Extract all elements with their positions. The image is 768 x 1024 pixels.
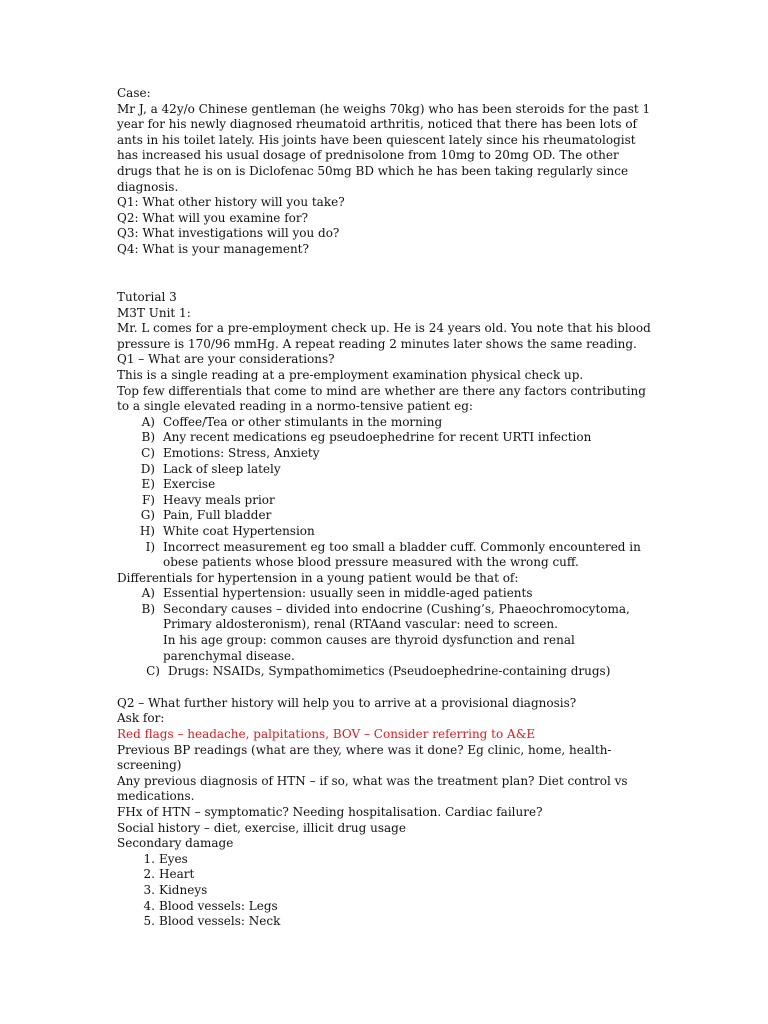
list-text-extra: In his age group: common causes are thyroid dysfunction and renal parenchymal disease. (163, 633, 575, 663)
list-label: G) (140, 508, 155, 523)
ask-for-label: Ask for: (117, 711, 165, 726)
list-label: A) (141, 414, 155, 429)
case-question: Q1: What other history will you take? (117, 195, 345, 210)
list-text: Kidneys (159, 882, 208, 897)
list-text: White coat Hypertension (163, 523, 315, 538)
red-flags-text: Red flags – headache, palpitations, BOV – Consider referring to A&E (117, 727, 536, 742)
list-item (117, 852, 657, 868)
list-label: B) (141, 601, 155, 616)
list-label: 2. (143, 867, 155, 882)
list-text: Incorrect measurement eg too small a bladder cuff. Commonly encountered in obese patients whose blood pressure measured with the wrong cuff. (163, 539, 641, 570)
scenario-text: Mr. L comes for a pre-employment check up. He is 24 years old. You note that his blood pressure is 170/96 mmHg. A repeat reading 2 minutes later shows the same reading. (117, 321, 651, 351)
list-item (117, 477, 657, 493)
list-item (117, 899, 657, 915)
case-description: Mr J, a 42y/o Chinese gentleman (he weighs 70kg) who has been steroids for the past 1 year for his newly diagnosed rheumatoid arthritis, noticed that there has been lots of ants in his toilet lately. His joints have been quiescent lately since his rheumatologist has increased his usual dosage of prednisolone from 10mg to 20mg OD. The other drugs that he is on is Diclofenac 50mg BD which he has been taking regularly since diagnosis. (117, 101, 651, 194)
q1-heading: Q1 – What are your considerations? (117, 352, 335, 367)
case-question: Q3: What investigations will you do? (117, 226, 340, 241)
list-item (117, 914, 657, 930)
list-item (117, 508, 657, 524)
list-item (117, 524, 657, 540)
history-point: Previous BP readings (what are they, where was it done? Eg clinic, home, health-screening) (117, 742, 612, 773)
list-item (117, 586, 657, 602)
list-item (117, 430, 657, 446)
list-label: I) (145, 539, 155, 554)
list-text: Essential hypertension: usually seen in middle-aged patients (163, 586, 533, 601)
list-label: E) (141, 477, 155, 492)
list-text: Coffee/Tea or other stimulants in the morning (163, 414, 443, 429)
list-text: Emotions: Stress, Anxiety (163, 445, 320, 460)
case-heading: Case: (117, 86, 151, 100)
history-point: Social history – diet, exercise, illicit drug usage (117, 820, 406, 835)
differentials-intro: Differentials for hypertension in a young patient would be that of: (117, 570, 519, 585)
list-item (117, 415, 657, 431)
tutorial-title: Tutorial 3 (117, 290, 177, 304)
history-point: FHx of HTN – symptomatic? Needing hospitalisation. Cardiac failure? (117, 805, 543, 819)
list-label: 3. (143, 882, 155, 897)
list-label: D) (140, 461, 155, 476)
factors-intro: Top few differentials that come to mind are whether are there any factors contributing to a single elevated reading in a normo-tensive patient eg: (117, 383, 646, 414)
list-text: Exercise (163, 477, 216, 492)
q1-intro: This is a single reading at a pre-employment examination physical check up. (117, 367, 584, 382)
list-label: C) (141, 445, 155, 460)
list-text: Blood vessels: Neck (159, 914, 281, 929)
tutorial-section (117, 290, 657, 930)
list-text: Blood vessels: Legs (159, 898, 278, 913)
list-item (117, 462, 657, 478)
list-item (117, 493, 657, 509)
list-item (117, 883, 657, 899)
list-item (117, 602, 657, 664)
list-label: 1. (143, 851, 155, 866)
list-text: Eyes (159, 851, 188, 866)
list-label: F) (141, 492, 155, 507)
list-text: Heavy meals prior (163, 492, 275, 507)
list-text: Pain, Full bladder (163, 508, 272, 523)
list-label: 5. (143, 914, 155, 929)
list-label: H) (139, 523, 155, 538)
unit-title: M3T Unit 1: (117, 305, 191, 320)
q2-heading: Q2 – What further history will help you to arrive at a provisional diagnosis? (117, 695, 577, 710)
list-label: 4. (143, 898, 155, 913)
list-label: B) (141, 430, 155, 445)
list-text: Heart (159, 867, 195, 882)
list-item (117, 446, 657, 462)
history-point: Any previous diagnosis of HTN – if so, what was the treatment plan? Diet control vs medications. (117, 773, 628, 804)
case-question: Q4: What is your management? (117, 241, 309, 256)
case-section (117, 86, 657, 258)
case-question: Q2: What will you examine for? (117, 210, 309, 225)
list-label: C) (146, 664, 160, 679)
list-text: Lack of sleep lately (163, 461, 281, 476)
list-text: Any recent medications eg pseudoephedrine for recent URTI infection (163, 430, 592, 445)
list-item (117, 664, 657, 680)
list-text: Secondary causes – divided into endocrine (Cushing’s, Phaeochromocytoma, Primary aldosteronism), renal (RTAand vascular: need to screen. (163, 601, 630, 632)
secondary-damage-heading: Secondary damage (117, 836, 234, 851)
list-label: A) (141, 586, 155, 601)
spacer (117, 680, 657, 696)
list-item (117, 540, 657, 571)
list-text: Drugs: NSAIDs, Sympathomimetics (Pseudoephedrine-containing drugs) (168, 664, 611, 679)
list-item (117, 867, 657, 883)
